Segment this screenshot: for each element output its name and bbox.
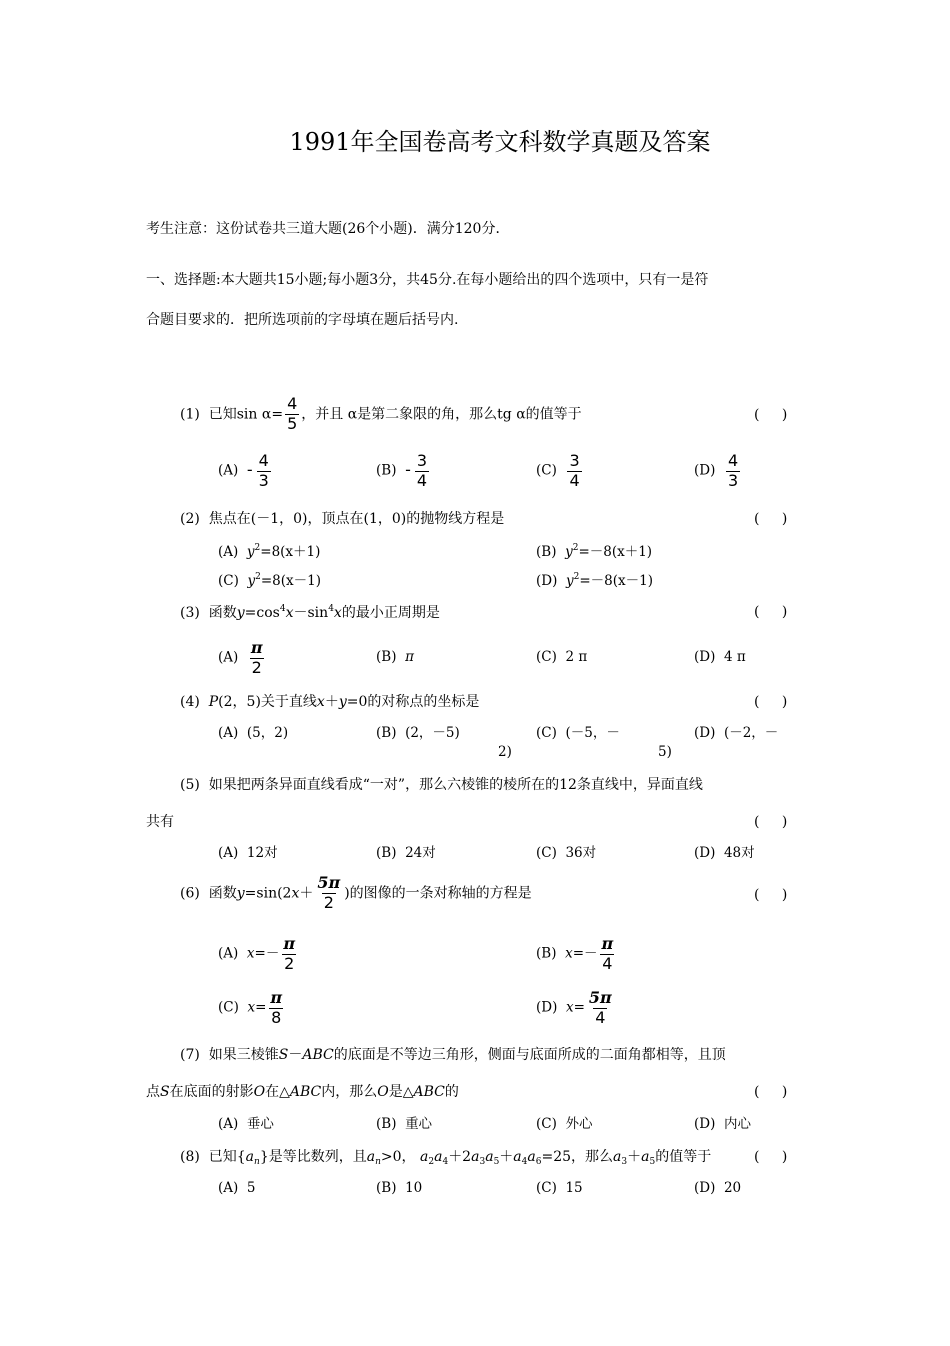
q8-option-b: (B) 10 [376,1180,423,1196]
q3-option-a: (A) $\frac{\pi}{2}$ [218,638,263,677]
q8-answer-paren: ( ) [754,1149,788,1165]
q6-option-b: (B) x=－ $\frac{\pi}{4}$ [536,934,614,973]
question-7: (7) 如果三棱锥S－ABC的底面是不等边三角形，侧面与底面所成的二面角都相等，且顶 [180,1047,726,1063]
question-1: (1) 已知sin α= $\frac{4}{5}$ ，并且 α是第二象限的角，那么tg α的值等于 [180,394,582,433]
q8-option-c: (C) 15 [536,1180,583,1196]
q4-option-b-wrap: 2) [498,744,512,760]
question-6: (6) 函数y=sin(2x＋ $\frac{5\pi}{2}$ )的图像的一条对称轴的方程是 [180,873,532,912]
q1-option-a: (A) - $\frac{4}{3}$ [218,451,269,490]
q5-line2: 共有 [146,814,174,830]
question-4: (4) P(2，5)关于直线x＋y=0的对称点的坐标是 [180,694,480,710]
question-3: (3) 函数$y=\cos^4x-\sin^4x$的最小正周期是 [180,604,440,621]
q2-option-c: (C) $y^2=8(x-1)$ [218,572,321,589]
q1-option-b: (B) - $\frac{3}{4}$ [376,451,428,490]
q1-fraction: $\frac{4}{5}$ [287,394,298,433]
question-8: (8) 已知$\{a_n\}$是等比数列，且$a_n>0$， $a_2a_4+2a_3a_5+a_4a_6=25$，那么$a_3+a_5$的值等于 [180,1149,712,1167]
q4-option-c-wrap: 5) [658,744,672,760]
q5-answer-paren: ( ) [754,814,788,830]
q4-option-a: (A) (5，2) [218,725,289,741]
q2-answer-paren: ( ) [754,511,788,527]
q1-answer-paren: ( ) [754,407,788,423]
section1-line2: 合题目要求的．把所选项前的字母填在题后括号内. [146,312,459,328]
q5-option-b: (B) 24对 [376,845,436,861]
q2-option-b: (B) $y^2=-8(x+1)$ [536,543,653,560]
q4-option-d: (D) (－2，－ [694,725,779,741]
q7-line2: 点S在底面的射影O在△ABC内，那么O是△ABC的 [146,1084,459,1100]
q7-option-a: (A) 垂心 [218,1116,274,1132]
section1-line1: 一、选择题:本大题共15小题;每小题3分，共45分.在每小题给出的四个选项中，只有一是符 [146,272,709,288]
q7-option-d: (D) 内心 [694,1116,751,1132]
question-2: (2) 焦点在(－1，0)，顶点在(1，0)的抛物线方程是 [180,511,505,527]
q5-option-a: (A) 12对 [218,845,278,861]
q4-option-b: (B) (2，－5) [376,725,460,741]
section1-instructions [146,260,806,340]
q7-option-c: (C) 外心 [536,1116,593,1132]
q5-option-c: (C) 36对 [536,845,597,861]
q3-answer-paren: ( ) [754,604,788,620]
q6-answer-paren: ( ) [754,887,788,903]
q8-option-a: (A) 5 [218,1180,256,1196]
q7-option-b: (B) 重心 [376,1116,433,1132]
q1-option-d: (D) $\frac{4}{3}$ [694,451,739,490]
q3-option-b: (B) π [376,649,414,665]
exam-notice: 考生注意：这份试卷共三道大题(26个小题)．满分120分． [146,221,510,237]
q6-option-a: (A) x=－ $\frac{\pi}{2}$ [218,934,296,973]
q2-option-a: (A) $y^2=8(x+1)$ [218,543,321,560]
q6-option-c: (C) x= $\frac{\pi}{8}$ [218,988,283,1027]
q3-option-c: (C) 2 π [536,649,588,665]
q3-option-d: (D) 4 π [694,649,746,665]
q4-answer-paren: ( ) [754,694,788,710]
q2-option-d: (D) $y^2=-8(x-1)$ [536,572,653,589]
q4-option-c: (C) (－5，－ [536,725,620,741]
q1-option-c: (C) $\frac{3}{4}$ [536,451,580,490]
page-title: 1991年全国卷高考文科数学真题及答案 [289,128,711,156]
q6-option-d: (D) x= $\frac{5\pi}{4}$ [536,988,612,1027]
q7-answer-paren: ( ) [754,1084,788,1100]
question-5: (5) 如果把两条异面直线看成“一对”，那么六棱锥的棱所在的12条直线中，异面直线 [180,777,703,793]
q5-option-d: (D) 48对 [694,845,755,861]
q8-option-d: (D) 20 [694,1180,742,1196]
